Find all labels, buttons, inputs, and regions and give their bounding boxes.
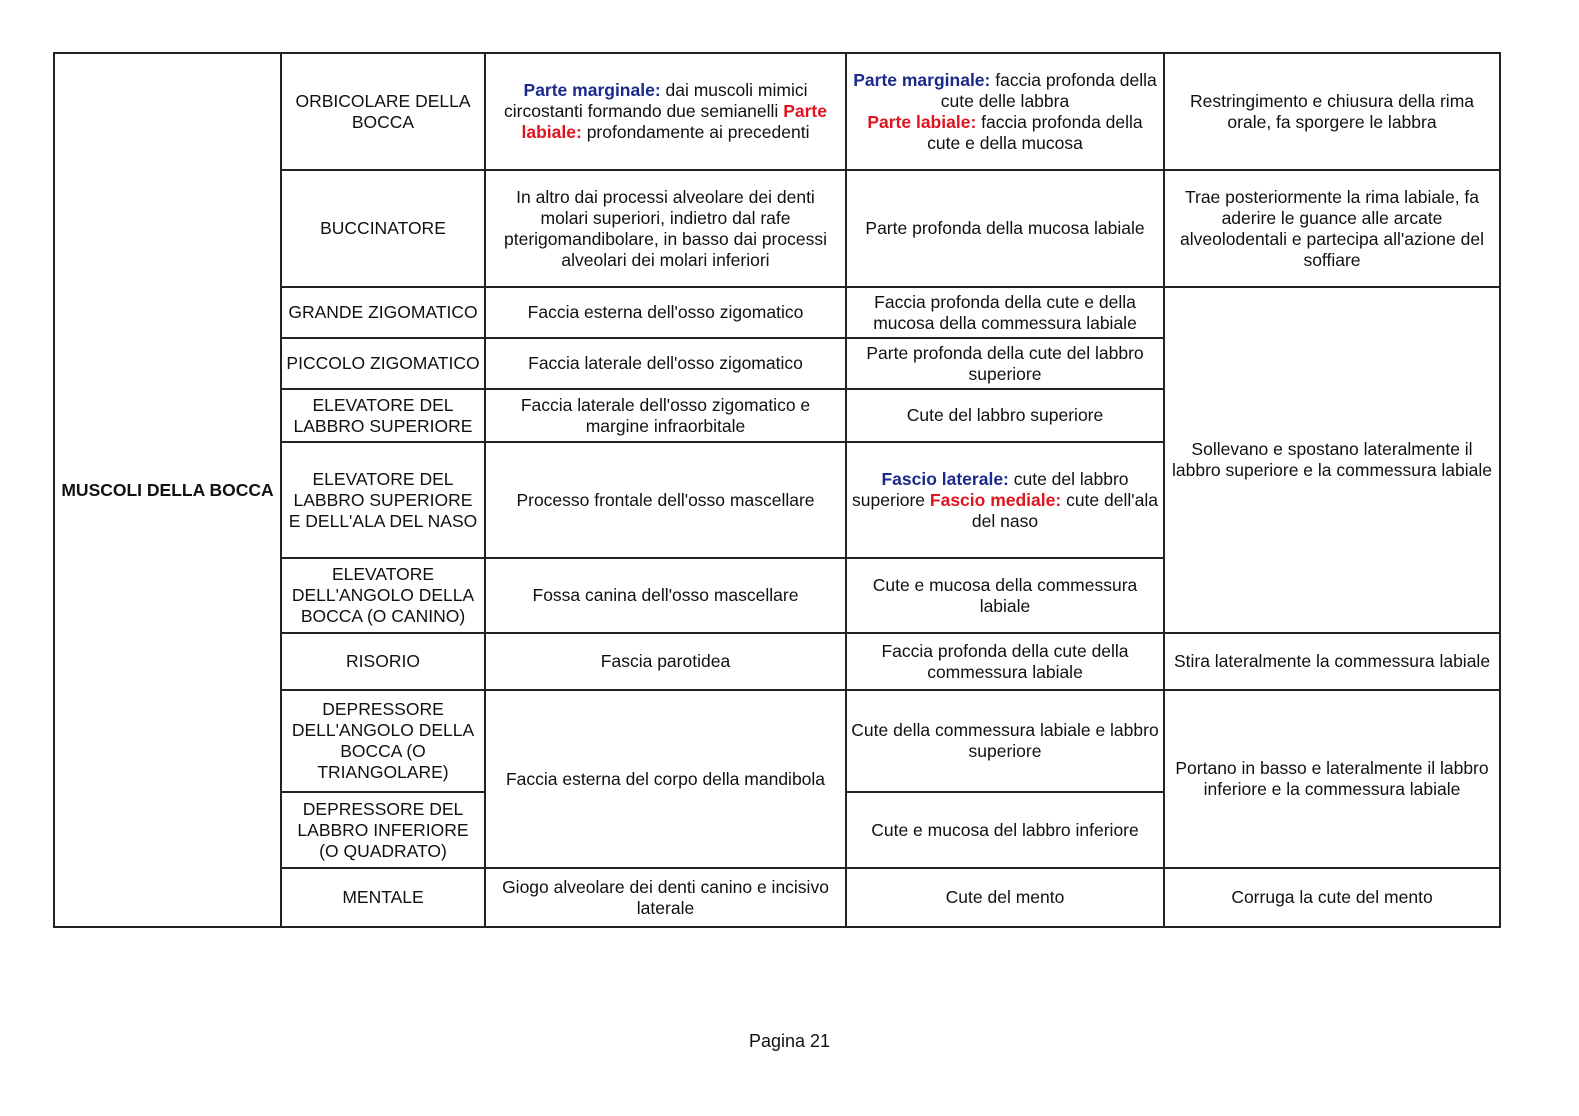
insertion-cell: Cute e mucosa della commessura labiale [846, 558, 1164, 633]
origin-text: dai muscoli mimici circostanti formando due semianelli [504, 80, 808, 121]
insertion-cell: Cute della commessura labiale e labbro superiore [846, 690, 1164, 792]
origin-label: Parte labiale: [521, 101, 827, 142]
action-cell: Restringimento e chiusura della rima orale, fa sporgere le labbra [1164, 53, 1500, 170]
page-number: Pagina 21 [748, 1031, 831, 1051]
insertion-cell: Faccia profonda della cute e della mucosa della commessura labiale [846, 287, 1164, 338]
origin-text: profondamente ai precedenti [581, 122, 810, 142]
table-row [54, 53, 1500, 170]
origin-label: Parte marginale: [523, 80, 661, 100]
muscle-name: PICCOLO ZIGOMATICO [281, 338, 485, 389]
insertion-label: Fascio mediale: [929, 489, 1062, 510]
muscle-name: MENTALE [281, 868, 485, 927]
muscle-name: DEPRESSORE DELL'ANGOLO DELLA BOCCA (O TRIANGOLARE) [281, 690, 485, 792]
insertion-cell: Cute del mento [846, 868, 1164, 927]
origin-cell: Fossa canina dell'osso mascellare [485, 558, 846, 633]
action-cell: Stira lateralmente la commessura labiale [1164, 633, 1500, 690]
action-cell: Corruga la cute del mento [1164, 868, 1500, 927]
muscle-name: BUCCINATORE [281, 170, 485, 287]
muscle-name: RISORIO [281, 633, 485, 690]
muscle-table [53, 52, 1501, 928]
group-cell: MUSCOLI DELLA BOCCA [54, 53, 281, 927]
insertion-cell: Parte profonda della mucosa labiale [846, 170, 1164, 287]
insertion-label: Parte labiale: [867, 111, 977, 132]
origin-cell: Faccia laterale dell'osso zigomatico e margine infraorbitale [485, 389, 846, 442]
origin-cell [485, 53, 846, 170]
muscle-name: GRANDE ZIGOMATICO [281, 287, 485, 338]
insertion-cell: Cute e mucosa del labbro inferiore [846, 792, 1164, 868]
origin-cell: Processo frontale dell'osso mascellare [485, 442, 846, 558]
insertion-cell: Faccia profonda della cute della commessura labiale [846, 633, 1164, 690]
origin-cell: Faccia esterna del corpo della mandibola [485, 690, 846, 868]
insertion-label: Fascio laterale: [881, 468, 1009, 489]
action-cell: Sollevano e spostano lateralmente il labbro superiore e la commessura labiale [1164, 287, 1500, 633]
muscle-name: ELEVATORE DELL'ANGOLO DELLA BOCCA (O CANINO) [281, 558, 485, 633]
insertion-cell: Cute del labbro superiore [846, 389, 1164, 442]
muscle-name: ELEVATORE DEL LABBRO SUPERIORE E DELL'ALA DEL NASO [281, 442, 485, 558]
origin-cell: Fascia parotidea [485, 633, 846, 690]
insertion-text: cute del labbro superiore [852, 468, 1129, 510]
muscle-name: ELEVATORE DEL LABBRO SUPERIORE [281, 389, 485, 442]
muscle-name: DEPRESSORE DEL LABBRO INFERIORE (O QUADRATO) [281, 792, 485, 868]
muscle-name: ORBICOLARE DELLA BOCCA [281, 53, 485, 170]
insertion-text: cute dell'ala del naso [971, 489, 1158, 531]
insertion-cell [846, 442, 1164, 558]
origin-cell: Faccia esterna dell'osso zigomatico [485, 287, 846, 338]
insertion-cell [846, 53, 1164, 170]
insertion-text: faccia profonda della cute delle labbra [940, 69, 1157, 111]
action-cell: Portano in basso e lateralmente il labbro inferiore e la commessura labiale [1164, 690, 1500, 868]
origin-cell: Giogo alveolare dei denti canino e incisivo laterale [485, 868, 846, 927]
origin-cell: Faccia laterale dell'osso zigomatico [485, 338, 846, 389]
action-cell: Trae posteriormente la rima labiale, fa aderire le guance alle arcate alveolodentali e partecipa all'azione del soffiare [1164, 170, 1500, 287]
origin-cell: In altro dai processi alveolare dei denti molari superiori, indietro dal rafe pterigomandibolare, in basso dai processi alveolari dei molari inferiori [485, 170, 846, 287]
insertion-label: Parte marginale: [853, 69, 991, 90]
insertion-cell: Parte profonda della cute del labbro superiore [846, 338, 1164, 389]
insertion-text: faccia profonda della cute e della mucosa [927, 111, 1143, 153]
